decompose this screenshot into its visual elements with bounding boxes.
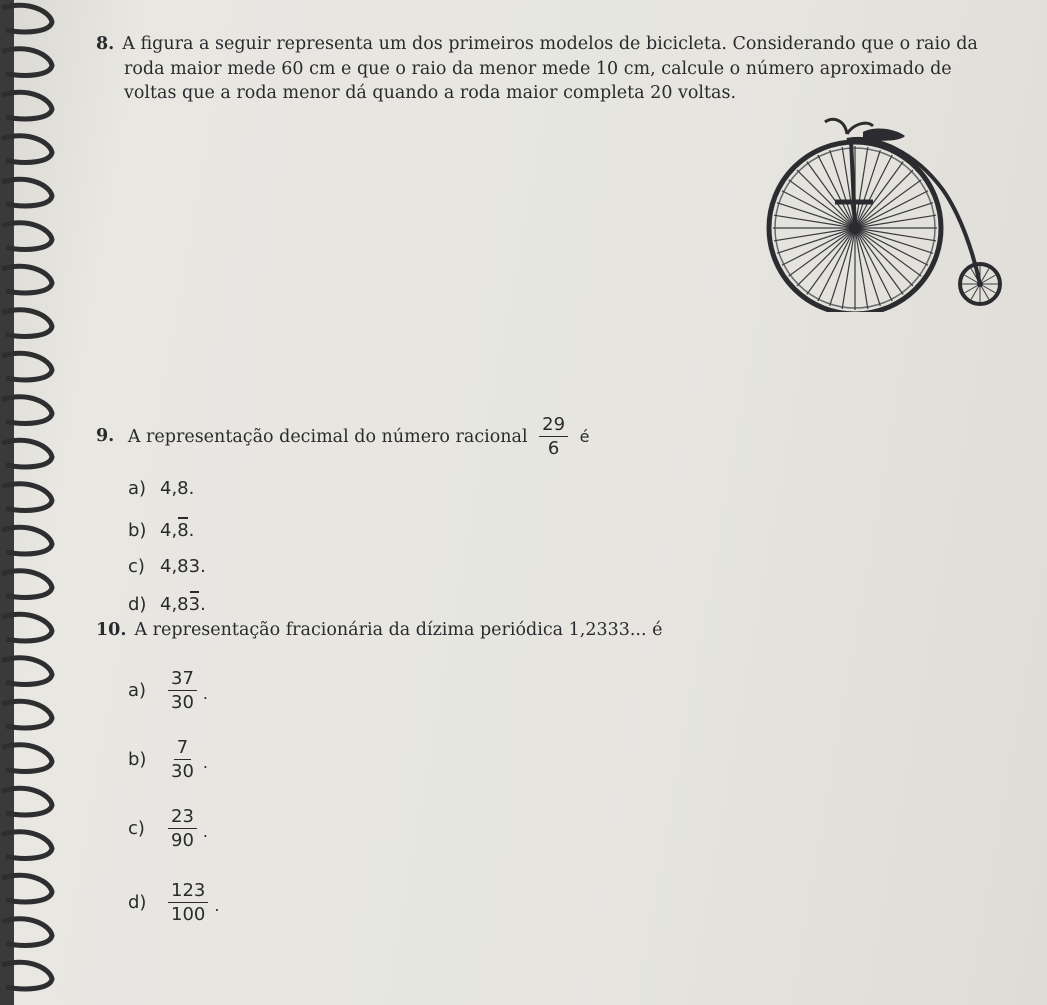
option-period: . bbox=[202, 753, 208, 772]
wheel-spoke bbox=[807, 162, 855, 228]
wheel-spoke bbox=[830, 228, 855, 306]
option-fraction bbox=[168, 880, 208, 925]
fraction-denominator: 30 bbox=[171, 692, 194, 713]
option-prefix: 4,8 bbox=[160, 594, 189, 615]
option-fraction bbox=[168, 806, 197, 851]
wheel-spoke bbox=[797, 228, 855, 286]
wheel-spoke bbox=[855, 228, 880, 306]
wheel-spoke bbox=[855, 228, 921, 276]
penny-farthing-bicycle-icon bbox=[755, 112, 1010, 312]
question-10-option-b[interactable] bbox=[128, 737, 208, 782]
question-10-option-a[interactable] bbox=[128, 668, 208, 713]
wheel-spoke bbox=[777, 228, 855, 253]
question-9-option-b[interactable] bbox=[128, 520, 194, 541]
question-9-tail: é bbox=[579, 427, 590, 446]
option-text: 4,83. bbox=[160, 556, 206, 577]
question-9 bbox=[96, 414, 589, 459]
repeating-digit: 8 bbox=[177, 520, 189, 541]
question-8-text-line2: roda maior mede 60 cm e que o raio da menor mede 10 cm, calcule o número aproximado de bbox=[124, 58, 952, 79]
question-10-number: 10. bbox=[96, 620, 127, 640]
option-letter: d) bbox=[128, 594, 147, 615]
option-letter: c) bbox=[128, 818, 145, 839]
question-8 bbox=[96, 32, 1026, 106]
wheel-spoke bbox=[855, 162, 903, 228]
fraction-denominator: 100 bbox=[171, 904, 206, 925]
question-9-option-c[interactable] bbox=[128, 556, 206, 577]
fraction-denominator: 90 bbox=[171, 830, 194, 851]
fraction-numerator: 7 bbox=[174, 737, 191, 760]
option-letter: a) bbox=[128, 680, 147, 701]
option-fraction bbox=[168, 737, 197, 782]
question-9-number: 9. bbox=[96, 426, 115, 446]
wheel-spoke bbox=[855, 170, 913, 228]
fraction-denominator: 30 bbox=[171, 761, 194, 782]
option-letter: c) bbox=[128, 556, 145, 577]
spiral-binding bbox=[0, 0, 70, 1005]
option-prefix: 4, bbox=[160, 520, 178, 541]
wheel-spoke bbox=[797, 170, 855, 228]
question-9-option-d[interactable] bbox=[128, 594, 206, 615]
question-8-text-line1: A figura a seguir representa um dos primeiros modelos de bicicleta. Considerando que o raio da bbox=[122, 34, 978, 54]
fraction-numerator: 37 bbox=[168, 668, 197, 691]
repeating-digit: 3 bbox=[188, 594, 201, 615]
question-10-stem: A representação fracionária da dízima periódica 1,2333... é bbox=[134, 620, 663, 640]
option-text: 4,8. bbox=[160, 478, 195, 499]
wheel-spoke bbox=[855, 228, 933, 253]
wheel-spoke bbox=[855, 228, 903, 294]
wheel-spoke bbox=[855, 203, 933, 228]
wheel-spoke bbox=[807, 228, 855, 294]
question-10 bbox=[96, 620, 662, 640]
option-fraction bbox=[168, 668, 197, 713]
wheel-spoke bbox=[777, 203, 855, 228]
fraction-numerator: 123 bbox=[168, 880, 208, 903]
wheel-spoke bbox=[789, 228, 855, 276]
option-letter: b) bbox=[128, 749, 147, 770]
fraction-denominator: 6 bbox=[547, 438, 560, 459]
option-suffix: . bbox=[200, 594, 206, 615]
question-10-option-c[interactable] bbox=[128, 806, 208, 851]
fraction-numerator: 29 bbox=[539, 414, 568, 437]
question-9-fraction bbox=[539, 414, 568, 459]
question-8-text-line3: voltas que a roda menor dá quando a roda maior completa 20 voltas. bbox=[124, 83, 737, 103]
question-10-option-d[interactable] bbox=[128, 880, 219, 925]
question-8-number: 8. bbox=[96, 34, 115, 54]
option-period: . bbox=[202, 822, 208, 841]
option-period: . bbox=[214, 896, 220, 915]
wheel-spoke bbox=[855, 228, 913, 286]
option-letter: d) bbox=[128, 892, 147, 913]
question-9-option-a[interactable] bbox=[128, 478, 194, 499]
question-9-stem: A representação decimal do número racional bbox=[127, 426, 528, 447]
option-letter: b) bbox=[128, 520, 147, 541]
option-suffix: . bbox=[188, 520, 195, 541]
option-period: . bbox=[202, 684, 208, 703]
fraction-numerator: 23 bbox=[168, 806, 197, 829]
wheel-spoke bbox=[855, 150, 880, 228]
option-letter: a) bbox=[128, 478, 147, 499]
